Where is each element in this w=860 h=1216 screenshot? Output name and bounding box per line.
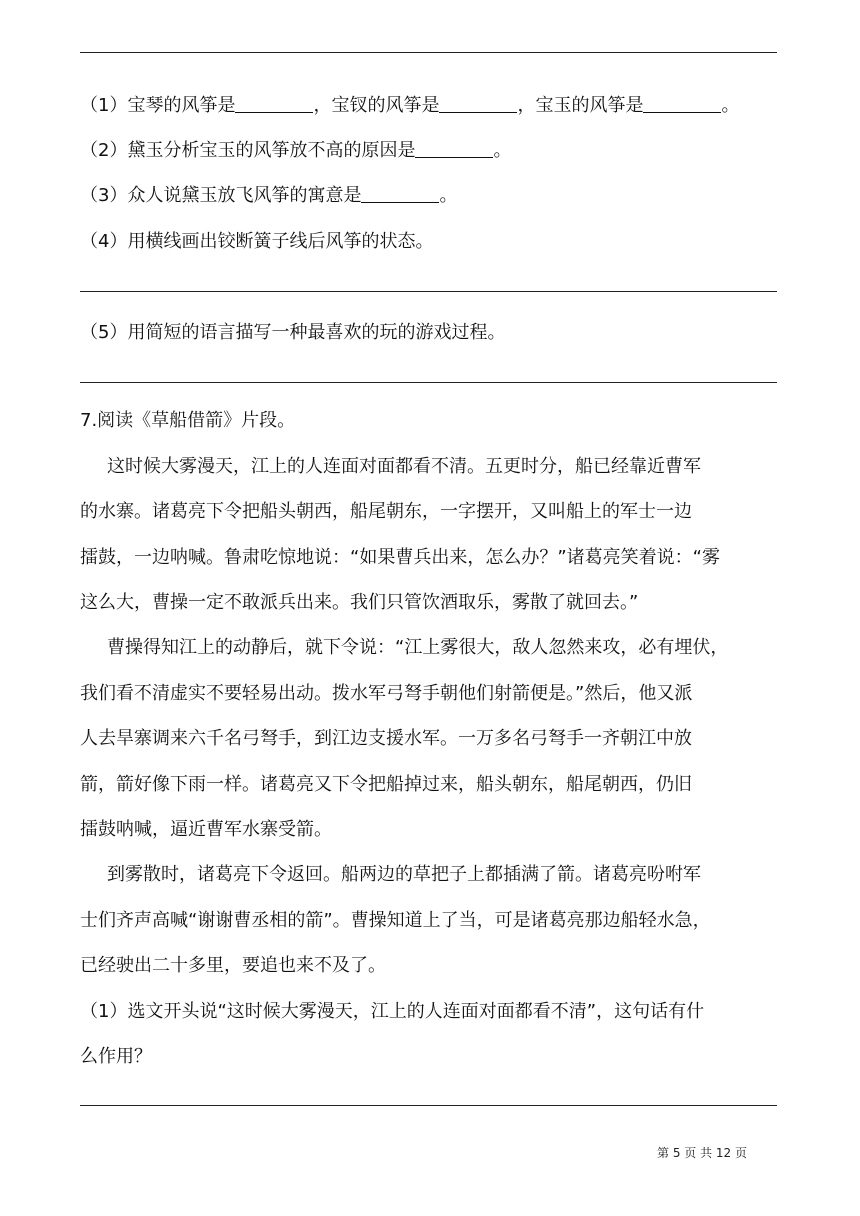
passage-line-12: 已经驶出二十多里，要追也来不及了。 [80, 955, 386, 976]
question-5-line: （5）用简短的语言描写一种最喜欢的玩的游戏过程。 [80, 322, 506, 343]
section-7-heading: 7.阅读《草船借箭》片段。 [80, 410, 296, 431]
answer-blank-2[interactable] [439, 94, 517, 113]
passage-line-6: 我们看不清虚实不要轻易出动。拨水军弓弩手朝他们射箭便是。”然后，他又派 [80, 683, 693, 704]
passage-line-11: 士们齐声高喊“谢谢曹丞相的箭”。曹操知道上了当，可是诸葛亮那边船轻水急， [80, 910, 711, 931]
question-7-1-line-2: 么作用？ [80, 1046, 152, 1067]
passage-line-3: 擂鼓，一边呐喊。鲁肃吃惊地说：“如果曹兵出来，怎么办？”诸葛亮笑着说：“雾 [80, 547, 720, 568]
question-1-text-c: ，宝玉的风筝是 [517, 95, 644, 116]
question-2-text-b: 。 [493, 140, 512, 161]
passage-line-8: 箭，箭好像下雨一样。诸葛亮又下令把船掉过来，船头朝东，船尾朝西，仍旧 [80, 774, 692, 795]
question-3-text-b: 。 [439, 185, 458, 206]
top-rule [80, 52, 777, 53]
question-1-line [80, 94, 780, 118]
question-1-text-b: ，宝钗的风筝是 [313, 95, 440, 116]
answer-blank-4[interactable] [415, 139, 493, 158]
passage-line-4: 这么大，曹操一定不敢派兵出来。我们只管饮酒取乐，雾散了就回去。” [80, 592, 639, 613]
answer-blank-5[interactable] [361, 184, 439, 203]
question-2-text-a: （2）黛玉分析宝玉的风筝放不高的原因是 [80, 140, 416, 161]
passage-line-1: 这时候大雾漫天，江上的人连面对面都看不清。五更时分，船已经靠近曹军 [107, 456, 701, 477]
answer-line-q4[interactable] [80, 291, 777, 292]
passage-line-10: 到雾散时，诸葛亮下令返回。船两边的草把子上都插满了箭。诸葛亮吩咐军 [107, 864, 701, 885]
passage-line-5: 曹操得知江上的动静后，就下令说：“江上雾很大，敌人忽然来攻，必有埋伏， [107, 637, 729, 658]
question-2-line [80, 139, 780, 163]
question-1-text-a: （1）宝琴的风筝是 [80, 95, 236, 116]
question-4-line: （4）用横线画出铰断簧子线后风筝的状态。 [80, 231, 434, 252]
page-number-footer: 第 5 页 共 12 页 [657, 1146, 747, 1160]
question-3-line [80, 184, 780, 208]
passage-line-7: 人去旱寨调来六千名弓弩手，到江边支援水军。一万多名弓弩手一齐朝江中放 [80, 728, 692, 749]
answer-blank-3[interactable] [643, 94, 721, 113]
answer-blank-1[interactable] [235, 94, 313, 113]
question-3-text-a: （3）众人说黛玉放飞风筝的寓意是 [80, 185, 362, 206]
question-7-1-line-1: （1）选文开头说“这时候大雾漫天，江上的人连面对面都看不清”，这句话有什 [80, 1001, 705, 1022]
question-1-text-d: 。 [721, 95, 740, 116]
passage-line-2: 的水寨。诸葛亮下令把船头朝西，船尾朝东，一字摆开，又叫船上的军士一边 [80, 501, 692, 522]
answer-line-q5[interactable] [80, 382, 777, 383]
answer-line-q7-1[interactable] [80, 1105, 777, 1106]
passage-line-9: 擂鼓呐喊，逼近曹军水寨受箭。 [80, 819, 332, 840]
